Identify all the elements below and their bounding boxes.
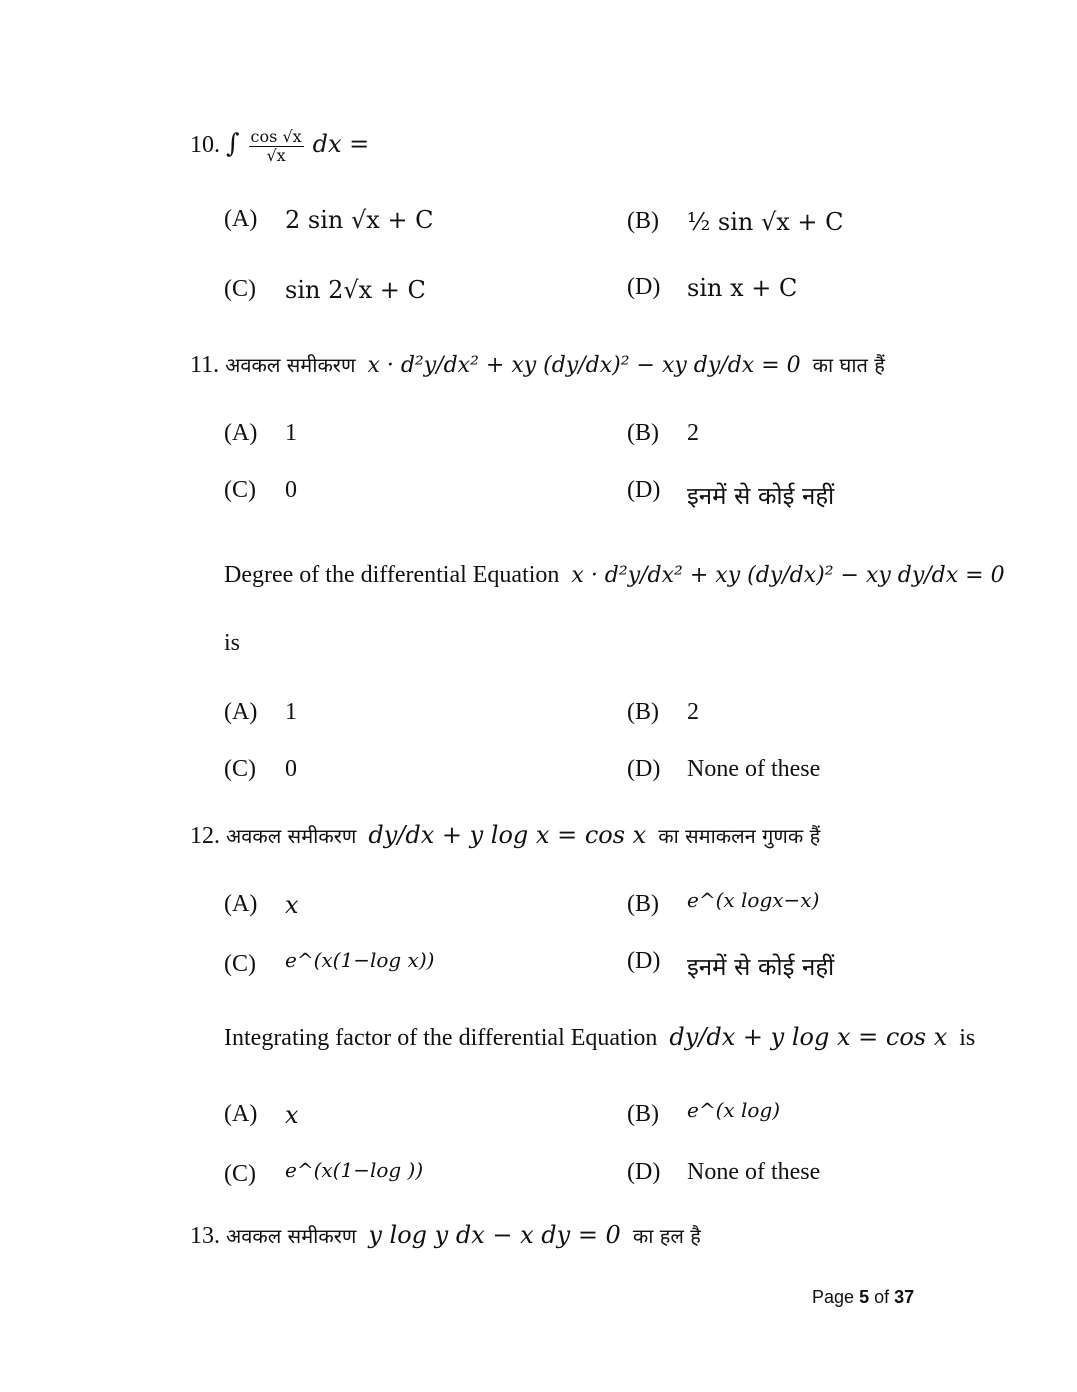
q10-option-a-label: (A) [224,206,258,232]
q12-en-option-b-label: (B) [627,1101,659,1127]
hindi-lead: अवकल समीकरण [226,824,357,848]
q11-hi-option-b: 2 [687,420,699,446]
question-11-english [224,560,1005,591]
q11-en-option-b: 2 [687,699,699,725]
q12-hi-option-c-label: (C) [224,951,256,977]
q11-en-option-d-label: (D) [627,756,661,782]
q12-hi-option-c: e^(x(1−log x)) [285,948,435,972]
equation: y log y dx − x dy = 0 [368,1221,621,1249]
q10-option-d: sin x + C [687,274,798,302]
q12-hi-option-d: इनमें से कोई नहीं [687,953,835,981]
question-12-english [224,1022,975,1053]
integrand-fraction [249,128,304,165]
q12-en-option-d: None of these [687,1159,821,1185]
equation: dy/dx + y log x = cos x [368,821,647,849]
footer-current-page: 5 [859,1287,870,1307]
question-13 [190,1220,701,1251]
q10-option-c-label: (C) [224,276,256,302]
q10-option-d-label: (D) [627,274,661,300]
hindi-lead: अवकल समीकरण [226,1224,357,1248]
equation: x · d²y/dx² + xy (dy/dx)² − xy dy/dx = 0 [367,353,801,378]
hindi-tail: का समाकलन गुणक हैं [658,824,821,848]
footer-of: of [874,1287,890,1307]
q12-en-option-b: e^(x log) [687,1098,781,1122]
equation-english: dy/dx + y log x = cos x [669,1023,948,1051]
question-12 [190,820,820,851]
q11-en-option-a-label: (A) [224,699,258,725]
q12-hi-option-d-label: (D) [627,948,661,974]
q11-hi-option-c-label: (C) [224,477,256,503]
hindi-tail: का घात हैं [812,353,885,377]
question-11 [190,350,885,381]
q12-en-option-c: e^(x(1−log )) [285,1158,424,1182]
integral-tail: dx = [312,130,370,159]
q11-en-option-a: 1 [285,699,297,725]
q12-en-option-a-label: (A) [224,1101,258,1127]
english-tail: is [224,630,241,656]
q11-en-option-c: 0 [285,756,297,782]
q10-option-a: 2 sin √x + C [285,206,434,234]
q11-hi-option-d-label: (D) [627,477,661,503]
question-10 [190,128,369,165]
question-number: 11. [190,352,220,378]
fraction-numerator: cos √x [250,127,302,146]
q10-option-b: ½ sin √x + C [687,208,844,236]
english-lead: Integrating factor of the differential Equation [224,1025,658,1051]
hindi-tail: का हल है [632,1224,701,1248]
q11-hi-option-b-label: (B) [627,420,659,446]
q11-en-option-c-label: (C) [224,756,256,782]
q10-option-c: sin 2√x + C [285,276,426,304]
footer-prefix: Page [812,1287,855,1307]
integral-sign: ∫ [226,129,240,160]
fraction-denominator: √x [266,146,286,165]
q11-en-option-b-label: (B) [627,699,659,725]
question-number: 10. [190,132,220,159]
q12-en-option-c-label: (C) [224,1161,256,1187]
equation-english: x · d²y/dx² + xy (dy/dx)² − xy dy/dx = 0 [571,563,1005,588]
question-number: 12. [190,823,220,849]
q12-hi-option-a-label: (A) [224,891,258,917]
hindi-lead: अवकल समीकरण [225,353,356,377]
q11-hi-option-a-label: (A) [224,420,258,446]
page-footer [812,1287,914,1308]
english-tail: is [959,1025,976,1051]
q11-hi-option-d: इनमें से कोई नहीं [687,482,835,510]
q12-en-option-a: x [285,1101,299,1129]
q12-hi-option-a: x [285,891,299,919]
question-number: 13. [190,1223,220,1249]
q12-en-option-d-label: (D) [627,1159,661,1185]
q12-hi-option-b: e^(x logx−x) [687,888,820,912]
q12-hi-option-b-label: (B) [627,891,659,917]
english-lead: Degree of the differential Equation [224,562,560,588]
q11-hi-option-a: 1 [285,420,297,446]
q11-en-option-d: None of these [687,756,821,782]
footer-total-pages: 37 [894,1287,915,1307]
q10-option-b-label: (B) [627,208,659,234]
q11-hi-option-c: 0 [285,477,297,503]
